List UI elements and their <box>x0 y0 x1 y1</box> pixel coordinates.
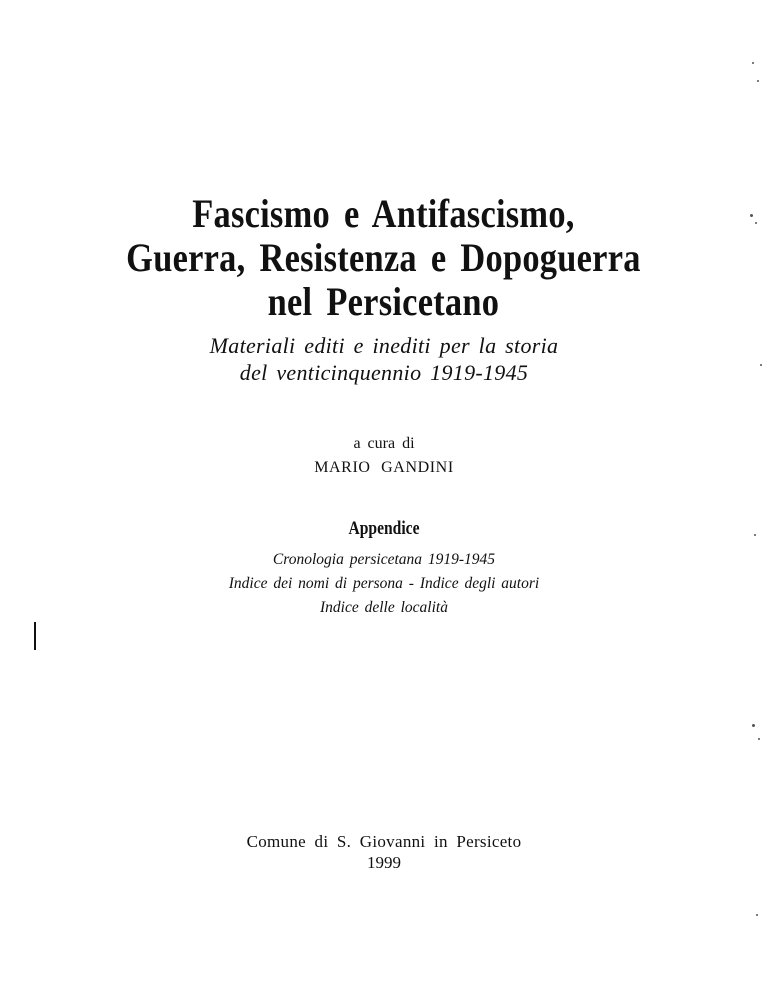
curator-name: MARIO GANDINI <box>314 459 454 476</box>
subtitle-line-1: Materiali editi e inediti per la storia <box>209 333 559 358</box>
scan-speck <box>752 62 754 64</box>
scan-speck <box>757 80 759 82</box>
scan-speck <box>756 914 758 916</box>
scan-speck <box>752 724 755 727</box>
appendix-item: Indice delle località <box>320 599 448 616</box>
appendix-item: Indice dei nomi di persona - Indice degli autori <box>228 575 540 592</box>
title-line-1: Fascismo e Antifascismo, <box>192 191 575 236</box>
publication-year: 1999 <box>367 853 401 872</box>
margin-rule <box>34 622 36 650</box>
book-title <box>53 192 713 324</box>
scan-speck <box>755 222 757 224</box>
scan-speck <box>754 534 756 536</box>
appendix-heading: Appendice <box>348 518 420 539</box>
scan-speck <box>750 214 753 217</box>
title-line-2: Guerra, Resistenza e Dopoguerra <box>126 235 641 280</box>
scan-speck <box>760 364 762 366</box>
appendix-item: Cronologia persicetana 1919-1945 <box>272 551 496 568</box>
subtitle-line-2: del venticinquennio 1919-1945 <box>239 360 529 385</box>
appendix-list <box>0 548 768 620</box>
scan-speck <box>758 738 760 740</box>
curator-label: a cura di <box>353 435 415 452</box>
title-line-3: nel Persicetano <box>267 279 500 324</box>
publisher-name: Comune di S. Giovanni in Persiceto <box>246 832 522 851</box>
book-subtitle <box>0 332 768 386</box>
